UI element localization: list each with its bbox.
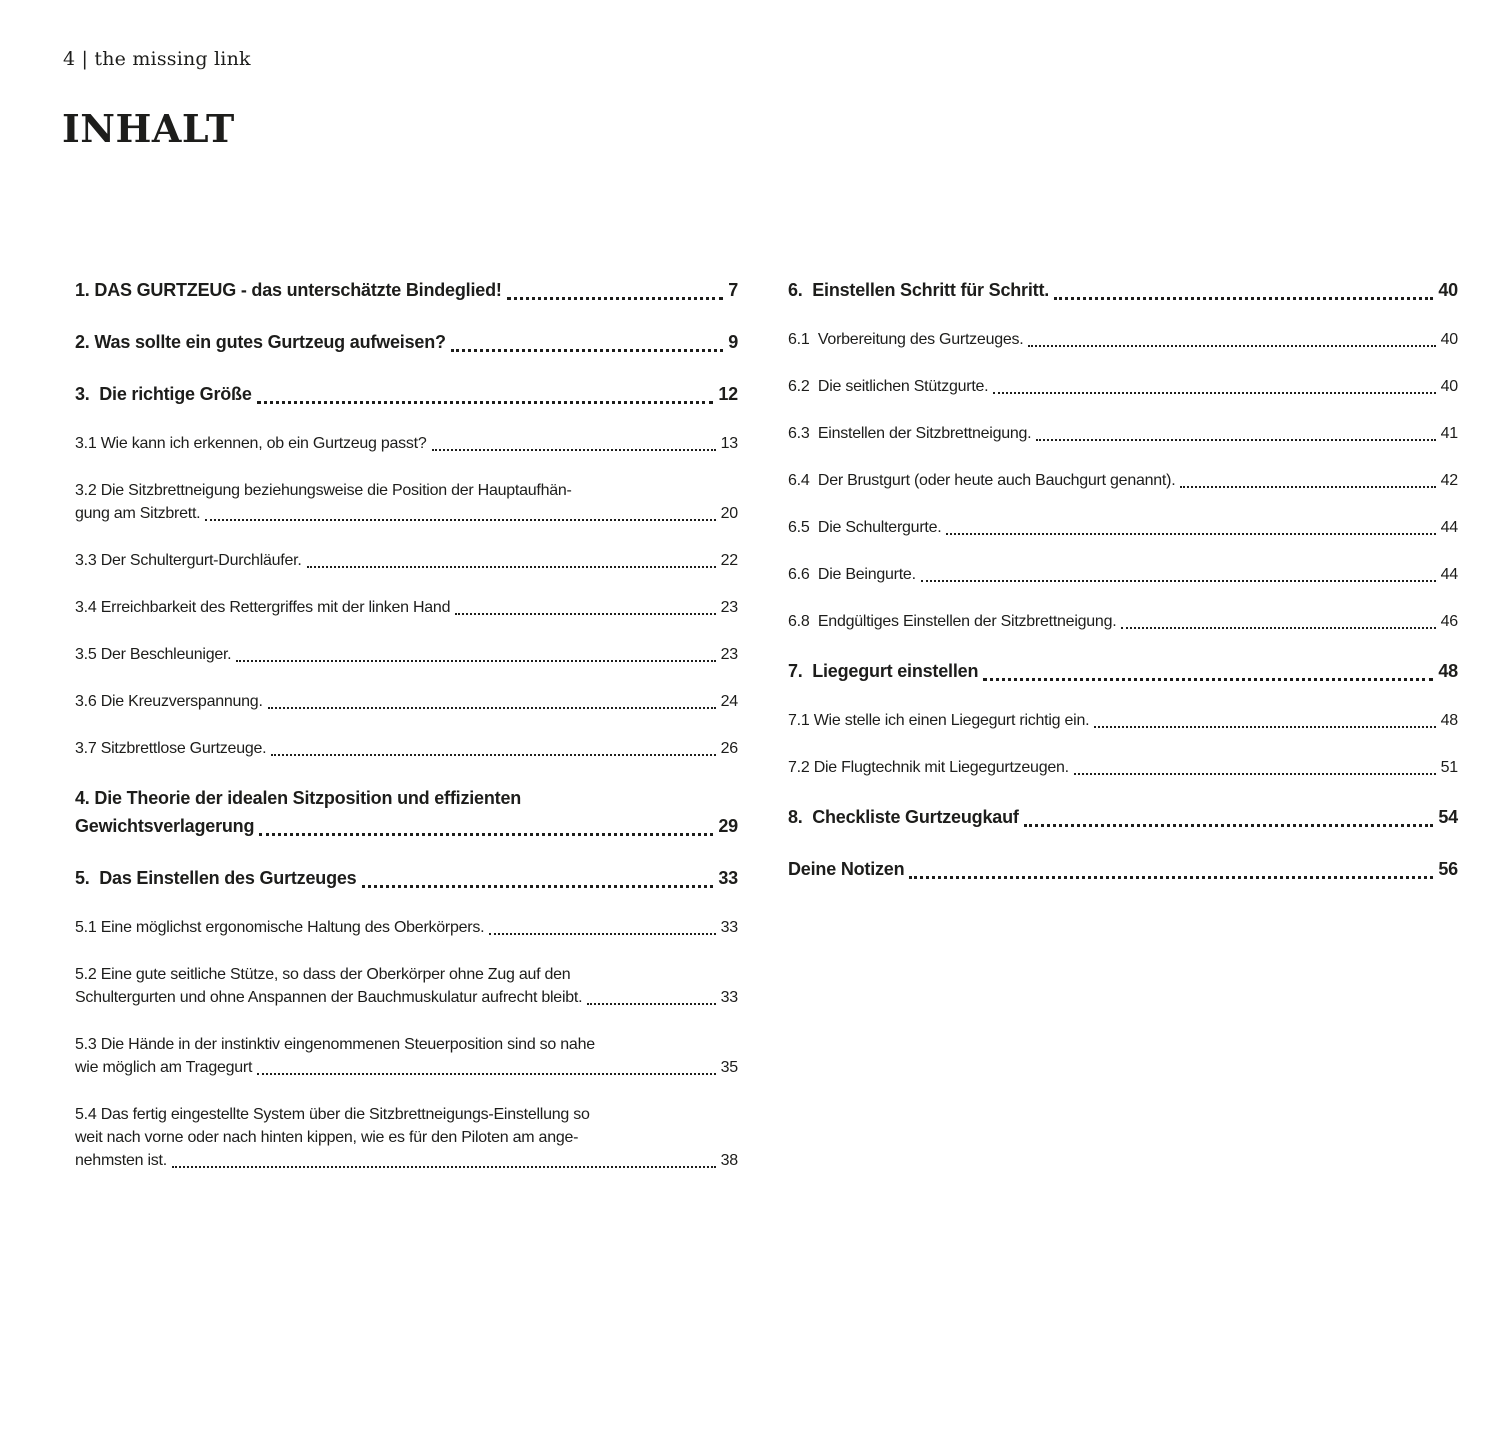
- toc-page-number: 7: [728, 280, 738, 300]
- toc-entry: [788, 563, 1458, 586]
- toc-page-number: 44: [1440, 519, 1458, 536]
- toc-entry: [75, 963, 738, 1009]
- toc-page-number: 54: [1438, 807, 1458, 827]
- dotted-leader: [451, 349, 723, 352]
- toc-entry-title: 6.2 Die seitlichen Stützgurte.: [788, 378, 989, 395]
- toc-page-number: 38: [720, 1152, 738, 1169]
- toc-entry-title: 5.3 Die Hände in der instinktiv eingenommenen Steuerposition sind so nahe: [75, 1036, 595, 1053]
- toc-page-number: 44: [1440, 566, 1458, 583]
- toc-entry-line: [788, 657, 1458, 685]
- toc-entry-title: 4. Die Theorie der idealen Sitzposition und effizienten: [75, 788, 522, 808]
- dotted-leader: [587, 1003, 715, 1005]
- toc-page-number: 40: [1440, 331, 1458, 348]
- dotted-leader: [1054, 297, 1433, 300]
- dotted-leader: [362, 885, 714, 888]
- dotted-leader: [259, 833, 713, 836]
- toc-entry-title: 5.4 Das fertig eingestellte System über die Sitzbrettneigungs-Einstellung so: [75, 1106, 590, 1123]
- dotted-leader: [455, 613, 715, 615]
- toc-entry-line: [75, 643, 738, 666]
- toc-page-number: 12: [718, 384, 738, 404]
- toc-entry-line: [75, 328, 738, 356]
- dotted-leader: [432, 449, 716, 451]
- dotted-leader: [909, 876, 1433, 879]
- toc-entry-title: 7.2 Die Flugtechnik mit Liegegurtzeugen.: [788, 759, 1069, 776]
- toc-entry-line: [788, 469, 1458, 492]
- toc-column-left: [75, 276, 738, 1196]
- toc-entry: [788, 516, 1458, 539]
- toc-entry: [788, 276, 1458, 304]
- toc-entry-line: [75, 1056, 738, 1079]
- toc-page-number: 51: [1440, 759, 1458, 776]
- toc-entry-title: 7. Liegegurt einstellen: [788, 661, 979, 681]
- toc-page-number: 56: [1438, 859, 1458, 879]
- toc-entry-title: wie möglich am Tragegurt: [75, 1059, 253, 1076]
- toc-entry-line: [75, 963, 738, 986]
- toc-page-number: 24: [720, 693, 738, 710]
- dotted-leader: [205, 519, 715, 521]
- toc-entry-line: [75, 276, 738, 304]
- toc-entry-title: 5. Das Einstellen des Gurtzeuges: [75, 868, 357, 888]
- dotted-leader: [507, 297, 724, 300]
- toc-entry-title: 6.8 Endgültiges Einstellen der Sitzbrettneigung.: [788, 613, 1117, 630]
- toc-page-number: 40: [1438, 280, 1458, 300]
- dotted-leader: [1121, 627, 1435, 629]
- toc-entry-title: Deine Notizen: [788, 859, 905, 879]
- dotted-leader: [1024, 824, 1434, 827]
- toc-entry-title: Schultergurten und ohne Anspannen der Bauchmuskulatur aufrecht bleibt.: [75, 989, 583, 1006]
- toc-entry-title: gung am Sitzbrett.: [75, 505, 201, 522]
- toc-entry-line: [788, 375, 1458, 398]
- dotted-leader: [1094, 726, 1435, 728]
- toc-entry: [75, 479, 738, 525]
- toc-entry-title: 3.1 Wie kann ich erkennen, ob ein Gurtzeug passt?: [75, 435, 427, 452]
- toc-entry-title: 6.4 Der Brustgurt (oder heute auch Bauchgurt genannt).: [788, 472, 1176, 489]
- toc-entry-title: 3.4 Erreichbarkeit des Rettergriffes mit der linken Hand: [75, 599, 451, 616]
- toc-entry-line: [75, 479, 738, 502]
- toc-entry: [788, 328, 1458, 351]
- toc-entry: [75, 737, 738, 760]
- toc-entry-line: [75, 1126, 738, 1149]
- toc-entry-line: [75, 596, 738, 619]
- toc-entry-title: 3.7 Sitzbrettlose Gurtzeuge.: [75, 740, 267, 757]
- toc-entry-title: 3.6 Die Kreuzverspannung.: [75, 693, 263, 710]
- toc-entry: [788, 803, 1458, 831]
- toc-entry-line: [788, 803, 1458, 831]
- toc-entry: [788, 657, 1458, 685]
- toc-entry-line: [75, 380, 738, 408]
- dotted-leader: [983, 678, 1433, 681]
- toc-entry-line: [75, 549, 738, 572]
- toc-entry-title: 5.1 Eine möglichst ergonomische Haltung des Oberkörpers.: [75, 919, 485, 936]
- toc-entry-line: [788, 563, 1458, 586]
- toc-entry-line: [75, 864, 738, 892]
- toc-entry-line: [788, 276, 1458, 304]
- dotted-leader: [993, 392, 1435, 394]
- toc-page-number: 42: [1440, 472, 1458, 489]
- dotted-leader: [489, 933, 715, 935]
- toc-page-number: 40: [1440, 378, 1458, 395]
- dotted-leader: [307, 566, 716, 568]
- toc-entry: [788, 469, 1458, 492]
- dotted-leader: [236, 660, 715, 662]
- toc-page-number: 33: [720, 919, 738, 936]
- toc-entry-title: Gewichtsverlagerung: [75, 816, 255, 836]
- table-of-contents: [75, 276, 1458, 1196]
- toc-page-number: 35: [720, 1059, 738, 1076]
- toc-entry-title: 2. Was sollte ein gutes Gurtzeug aufweisen?: [75, 332, 446, 352]
- toc-entry-title: 3.5 Der Beschleuniger.: [75, 646, 232, 663]
- toc-entry: [788, 610, 1458, 633]
- toc-entry-line: [75, 784, 738, 812]
- dotted-leader: [271, 754, 715, 756]
- toc-entry: [75, 328, 738, 356]
- toc-entry-line: [75, 1149, 738, 1172]
- toc-entry-line: [788, 756, 1458, 779]
- toc-entry-title: 3.3 Der Schultergurt-Durchläufer.: [75, 552, 302, 569]
- toc-page-number: 29: [718, 816, 738, 836]
- toc-page-number: 23: [720, 646, 738, 663]
- toc-entry-title: 6.1 Vorbereitung des Gurtzeuges.: [788, 331, 1024, 348]
- toc-entry: [75, 784, 738, 840]
- toc-entry: [75, 432, 738, 455]
- toc-entry-title: 3. Die richtige Größe: [75, 384, 252, 404]
- toc-page-number: 23: [720, 599, 738, 616]
- toc-entry-line: [75, 986, 738, 1009]
- toc-entry: [75, 380, 738, 408]
- toc-entry-line: [75, 812, 738, 840]
- toc-entry-title: 5.2 Eine gute seitliche Stütze, so dass der Oberkörper ohne Zug auf den: [75, 966, 571, 983]
- toc-entry-line: [75, 737, 738, 760]
- dotted-leader: [172, 1166, 716, 1168]
- dotted-leader: [921, 580, 1436, 582]
- toc-page-number: 48: [1440, 712, 1458, 729]
- toc-entry-line: [788, 855, 1458, 883]
- toc-entry-title: 1. DAS GURTZEUG - das unterschätzte Bindeglied!: [75, 280, 502, 300]
- toc-entry-title: nehmsten ist.: [75, 1152, 167, 1169]
- dotted-leader: [1180, 486, 1435, 488]
- toc-entry-line: [75, 1033, 738, 1056]
- toc-entry-title: 6.6 Die Beingurte.: [788, 566, 916, 583]
- toc-page-number: 41: [1440, 425, 1458, 442]
- toc-page-number: 22: [720, 552, 738, 569]
- toc-entry-title: weit nach vorne oder nach hinten kippen, wie es für den Piloten am ange-: [75, 1129, 579, 1146]
- toc-entry: [75, 864, 738, 892]
- toc-entry-line: [788, 516, 1458, 539]
- toc-entry: [75, 916, 738, 939]
- toc-entry: [788, 855, 1458, 883]
- toc-entry-title: 3.2 Die Sitzbrettneigung beziehungsweise die Position der Hauptaufhän-: [75, 482, 572, 499]
- toc-page-number: 48: [1438, 661, 1458, 681]
- toc-page-number: 26: [720, 740, 738, 757]
- toc-entry-title: 6. Einstellen Schritt für Schritt.: [788, 280, 1050, 300]
- toc-entry-line: [788, 610, 1458, 633]
- toc-entry-line: [788, 422, 1458, 445]
- toc-entry-line: [75, 432, 738, 455]
- toc-entry: [75, 1033, 738, 1079]
- dotted-leader: [1036, 439, 1435, 441]
- toc-entry-line: [75, 916, 738, 939]
- toc-entry-title: 6.5 Die Schultergurte.: [788, 519, 942, 536]
- toc-page-number: 33: [720, 989, 738, 1006]
- toc-page-number: 20: [720, 505, 738, 522]
- page-title: INHALT: [62, 106, 235, 151]
- dotted-leader: [257, 1073, 715, 1075]
- running-header-text: 4 | the missing link: [63, 48, 251, 70]
- toc-entry: [788, 756, 1458, 779]
- toc-entry-line: [788, 328, 1458, 351]
- toc-column-right: [788, 276, 1458, 1196]
- dotted-leader: [268, 707, 716, 709]
- toc-entry: [75, 643, 738, 666]
- toc-entry: [75, 690, 738, 713]
- toc-entry-line: [75, 502, 738, 525]
- toc-entry: [75, 549, 738, 572]
- toc-entry-line: [75, 1103, 738, 1126]
- toc-entry-line: [75, 690, 738, 713]
- dotted-leader: [946, 533, 1435, 535]
- toc-entry-line: [788, 709, 1458, 732]
- dotted-leader: [1028, 345, 1435, 347]
- toc-entry: [75, 596, 738, 619]
- dotted-leader: [257, 401, 714, 404]
- toc-entry: [788, 422, 1458, 445]
- toc-entry-title: 7.1 Wie stelle ich einen Liegegurt richtig ein.: [788, 712, 1090, 729]
- toc-entry: [788, 375, 1458, 398]
- toc-page-number: 46: [1440, 613, 1458, 630]
- toc-entry: [788, 709, 1458, 732]
- toc-entry: [75, 276, 738, 304]
- running-header: [63, 48, 251, 70]
- toc-entry-title: 8. Checkliste Gurtzeugkauf: [788, 807, 1019, 827]
- dotted-leader: [1074, 773, 1436, 775]
- toc-page-number: 13: [720, 435, 738, 452]
- toc-entry: [75, 1103, 738, 1172]
- toc-page-number: 33: [718, 868, 738, 888]
- toc-entry-title: 6.3 Einstellen der Sitzbrettneigung.: [788, 425, 1032, 442]
- toc-page-number: 9: [728, 332, 738, 352]
